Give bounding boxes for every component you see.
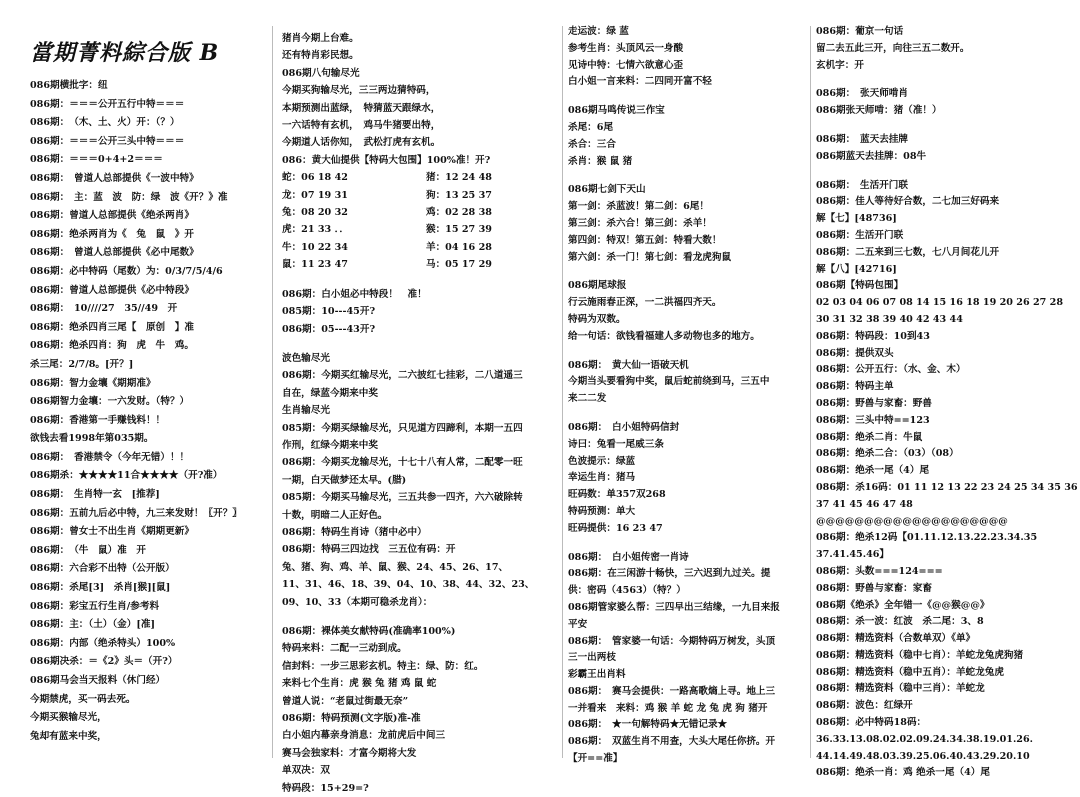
col2-section-c (282, 623, 560, 797)
text-line: 086期：绝杀四肖：狗 虎 牛 鸡。 (30, 340, 194, 352)
column-4 (816, 24, 1078, 779)
text-line: 行云施雨春正深，一二洪福四齐天。 (568, 297, 722, 309)
text-line: 086期：五前九后必中特，九三来发财！〖开？〗 (30, 507, 242, 519)
text-line: 一六话特有玄机， 鸡马牛猪要出特， (282, 120, 441, 132)
text-line: 086期：今期买龙输尽光，十七十八有人常，二配零一旺 (282, 457, 523, 469)
text-line: 幸运生肖：猪马 (568, 472, 636, 484)
text-line: 086期：必中特码18码： (816, 717, 927, 729)
col4-section-d (816, 178, 1078, 783)
text-line: 086期：绝杀一肖：鸡 绝杀一尾（4）尾 (816, 767, 990, 779)
text-line: 086期：彩宝五行生肖/参考料 (30, 600, 160, 612)
text-line: 见诗中特：七情六欲意心歪 (568, 59, 684, 71)
text-line: 本期预测出蓝绿， 特猜蓝天跟绿水， (282, 102, 441, 114)
text-line: 44.14.49.48.03.39.25.06.40.43.29.20.10 (816, 750, 1030, 762)
column-divider (562, 26, 563, 758)
text-line: 十数，明暗二人正好色。 (282, 509, 388, 521)
text-line: 09、10、33（本期可稳杀龙肖）： (282, 596, 433, 608)
text-line: 086期： （木、土、火）开：（？） (30, 117, 180, 129)
text-line: 第四剑：特双！第五剑：特看大数！ (568, 234, 722, 246)
text-line: 作刑，红绿今期来中奖 (282, 439, 378, 451)
text-line: 特码来料：二配一三动到成。 (282, 643, 407, 655)
text-line: 086期：内部（绝杀特头）100% (30, 637, 176, 649)
text-line: @@@@@@@@@@@@@@@@@@@@ (816, 515, 1008, 527)
text-line: 赛马会独家料：才富今期将大发 (282, 747, 417, 759)
text-line: 鸡：02 28 38 (426, 207, 492, 219)
text-line: 白小姐内幕亲身消息：龙前虎后中间三 (282, 730, 446, 742)
text-line: 第六剑：杀一门！第七剑：看龙虎狗鼠 (568, 251, 732, 263)
text-line: 086期： 蓝天去挂牌 (816, 133, 908, 145)
text-line: 杀三尾：2/7/8。[开？] (30, 358, 134, 370)
text-line: 虎：21 33 ．． (282, 224, 349, 236)
text-line: 白小姐一言来料：二四同开富不轻 (568, 76, 712, 88)
text-line: 085期：今期买绿输尽光，只见道方四蹄利，本期一五四 (282, 422, 523, 434)
text-line: 平安 (568, 618, 588, 630)
text-line: 猪肖今期上台难。 (282, 33, 359, 44)
text-line: 086期：精选资料（稳中五肖）：羊蛇龙兔虎 (816, 666, 1004, 678)
text-line: 086期：绝杀两肖为《 兔 鼠 》开 (30, 228, 194, 240)
text-line: 086期： 生活开门联 (816, 179, 908, 191)
text-line: 086期： 黄大仙一语破天机 (568, 359, 689, 371)
text-line: 086期：二五来到三七数，七八月间花儿开 (816, 246, 1000, 258)
text-line: 鼠：11 23 47 (282, 259, 348, 271)
text-line: 086期：生活开门联 (816, 229, 904, 241)
text-line: 来二二发 (568, 393, 607, 405)
col2-section-b (282, 350, 560, 611)
text-line: 086期张天师啃：猪（准！） (816, 105, 942, 117)
text-line: 杀合：三合 (568, 138, 616, 150)
text-line: 第一剑：杀蓝波！第二剑：6尾！ (568, 201, 709, 213)
text-line: 086期：公开五行：（水、金、木） (816, 364, 966, 376)
text-line: 086期： 10////27 35//49 开 (30, 303, 178, 315)
text-line: 086期：佳人等待好合数，二七加三好码来 (816, 196, 1000, 208)
text-line: 波色输尽光 (282, 352, 330, 364)
text-line: 086期：葡京一句话 (816, 26, 904, 37)
text-line: 086期蓝天去挂牌：08牛 (816, 150, 927, 162)
text-line: 086期： 白小姐传密一肖诗 (568, 551, 689, 563)
text-line: 留二去五此三开，向往三五二数开。 (816, 42, 970, 54)
col4-section-c (816, 132, 1074, 166)
text-line: 086期：智力金壤《期期准》 (30, 377, 156, 389)
column-divider (272, 26, 273, 758)
text-line: 【开==准】 (568, 753, 623, 765)
text-line: 牛：10 22 34 (282, 241, 348, 253)
text-line: 02 03 04 06 07 08 14 15 16 18 19 20 26 27 28 (816, 297, 1064, 309)
text-line: 086期：杀16码：01 11 12 13 22 23 24 25 34 35 36 (816, 481, 1078, 493)
text-line: 30 31 32 38 39 40 42 43 44 (816, 313, 963, 325)
text-line: 086期： （牛 鼠）准 开 (30, 544, 146, 556)
text-line: 信封料：一步三思彩玄机。特主：绿、防：红。 (282, 660, 484, 672)
text-line: 37.41.45.46】 (816, 549, 890, 561)
col1-lines (30, 77, 260, 746)
text-line: 086期：曾道人总部提供《绝杀两肖》 (30, 210, 194, 222)
text-line: 蛇：06 18 42 (282, 172, 348, 184)
column-1 (30, 36, 260, 761)
text-line: 086期：曾道人总部提供《必中特段》 (30, 284, 194, 296)
text-line: 086期： ★一句解特码★无错记录★ (568, 719, 728, 731)
text-line: 走运波：绿 蓝 (568, 26, 629, 37)
text-line: 086期尾球报 (568, 280, 627, 292)
text-line: 一并看来 来料：鸡 猴 羊 蛇 龙 兔 虎 狗 猪开 (568, 702, 768, 714)
text-line: 086期：主：（土）（金）[准] (30, 619, 156, 631)
column-3 (568, 24, 806, 765)
col3-section-f (568, 420, 806, 538)
col3-section-e (568, 358, 806, 408)
text-line: 第三剑：杀六合！第三剑：杀羊！ (568, 217, 712, 229)
text-line: 086期：＝＝＝0+4+2＝＝＝ (30, 154, 163, 166)
text-line: 086期： 白小姐特码信封 (568, 421, 680, 433)
text-line: 086期：三头中特==123 (816, 414, 930, 426)
text-line: 085期：今期买马输尽光，三五共参一四齐，六六破除转 (282, 492, 523, 504)
text-line: 086期横批字：纽 (30, 80, 108, 91)
text-line: 猴：15 27 39 (426, 224, 492, 236)
text-line: 086期：必中特码（尾数）为：0/3/7/5/4/6 (30, 265, 223, 277)
text-line: 086期决杀：＝《2》头＝（开?） (30, 656, 178, 668)
text-line: 解【八】[42716] (816, 263, 897, 275)
col2-section-a (282, 286, 560, 338)
text-line: 供：密码（4563）（特？） (568, 585, 686, 597)
text-line: 来料七个生肖：虎 猴 兔 猪 鸡 鼠 蛇 (282, 678, 437, 690)
text-line: 解【七】[48736] (816, 213, 897, 225)
text-line: 086期： 双蓝生肖不用查，大头大尾任你挤。开 (568, 736, 776, 748)
col4-section-a (816, 24, 1074, 74)
text-line: 086期：特码预测(文字版)准-准 (282, 713, 421, 725)
text-line: 086期： 生肖特一玄 [推荐] (30, 489, 160, 501)
text-line: 兔：08 20 32 (282, 207, 348, 219)
text-line: 特码为双数。 (568, 313, 626, 325)
text-line: 杀肖：猴 鼠 猪 (568, 155, 633, 167)
text-line: 杀尾：6尾 (568, 121, 614, 133)
text-line: 特码预测：单大 (568, 505, 636, 517)
text-line: 自在，绿蓝今期来中奖 (282, 387, 378, 399)
text-line: 086期：在三闲游十畅快，三六迟到九过关。提 (568, 568, 771, 580)
text-line: 还有特肖彩民想。 (282, 50, 359, 62)
text-line: 诗曰：兔看一尾威三条 (568, 438, 664, 450)
text-line: 37 41 45 46 47 48 (816, 498, 913, 510)
text-line: 今期当头要看狗中奖，鼠后蛇前绕到马，三五中 (568, 376, 770, 388)
text-line: 086期马鸣传说三作宝 (568, 105, 665, 117)
text-line: 一期，白天做梦还太早。(腊) (282, 474, 407, 486)
text-line: 086期马会当天报料（休门经） (30, 675, 166, 686)
text-line: 36.33.13.08.02.02.09.24.34.38.19.01.26. (816, 733, 1033, 745)
text-line: 086期：今期买红输尽光，二六披红七挂彩，二八道遥三 (282, 370, 523, 382)
col4-section-b (816, 86, 1074, 120)
text-line: 086期：精选资料（稳中三肖）：羊蛇龙 (816, 683, 985, 695)
text-line: 086期： 赛马会提供：一路高歌熵上寻。地上三 (568, 685, 776, 697)
text-line: 086期七剑下天山 (568, 184, 646, 196)
text-line: 生肖输尽光 (282, 405, 330, 417)
text-line: 086期： 香港禁令（今年无错）！！ (30, 451, 190, 463)
col2-top-lines (282, 30, 560, 169)
text-line: 086期：波色：红绿开 (816, 700, 913, 712)
text-line: 色波提示：绿蓝 (568, 455, 636, 467)
text-line: 086期： 主：蓝 波 防：绿 波《开？》准 (30, 191, 228, 203)
text-line: 086期：精选资料（稳中七肖）：羊蛇龙兔虎狗猪 (816, 649, 1024, 661)
text-line: 086期：野兽与家畜：野兽 (816, 397, 932, 409)
col3-section-d (568, 278, 806, 345)
text-line: 086期：绝杀二肖：牛鼠 (816, 431, 923, 443)
text-line: 旺码提供：16 23 47 (568, 522, 663, 534)
text-line: 086期：头数===124=== (816, 565, 943, 577)
text-line: 参考生肖：头顶风云一身酸 (568, 42, 684, 54)
text-line: 今期买猴输尽光， (30, 712, 107, 724)
text-line: 086期智力金壤：一六发财。（特？） (30, 396, 190, 408)
text-line: 特码段：15+29=? (282, 782, 369, 794)
text-line: 086期杀：★★★★11合★★★★（开?准） (30, 470, 223, 482)
text-line: 086期：特码生肖诗（猪中必中） (282, 526, 427, 538)
text-line: 086期：香港第一手赚钱料！！ (30, 414, 166, 426)
text-line: 086期：05---43开? (282, 323, 376, 335)
text-line: 龙：07 19 31 (282, 189, 348, 201)
text-line: 086期：曾女士不出生肖《期期更新》 (30, 526, 194, 538)
text-line: 玄机字：开 (816, 59, 864, 71)
text-line: 086期：特码三四边找 三五位有码：开 (282, 544, 456, 556)
text-line: 086期： 张天师啃肖 (816, 88, 908, 100)
text-line: 三一出两枝 (568, 652, 616, 664)
text-line: 086期：特码段：10到43 (816, 330, 930, 342)
text-line: 086期【特码包围】 (816, 280, 904, 292)
text-line: 086期：白小姐必中特段！ 准！ (282, 288, 427, 300)
column-divider (810, 26, 811, 758)
col3-section-a (568, 24, 806, 91)
text-line: 086期：裸体美女献特码(准确率100%) (282, 626, 456, 637)
text-line: 086期：野兽与家畜：家畜 (816, 582, 932, 594)
text-line: 086期：＝＝＝公开三头中特＝＝＝ (30, 135, 185, 147)
text-line: 085期：10---45开? (282, 306, 376, 318)
text-line: 086期：六合彩不出特（公开版） (30, 563, 175, 575)
text-line: 086期： 曾道人总部提供《必中尾数》 (30, 247, 199, 259)
text-line: 彩霸王出肖料 (568, 669, 626, 681)
text-line: 给一句话：欲钱看福建人多动物也多的地方。 (568, 330, 760, 342)
text-line: 086期：提供双头 (816, 347, 894, 359)
text-line: 086期：绝杀二合：（03）（08） (816, 448, 959, 460)
text-line: 086期：杀一波：红波 杀二尾：3、8 (816, 616, 984, 628)
text-line: 086期管家婆么帮：三四早出三结缘，一九目来报 (568, 601, 780, 613)
zodiac-number-grid (282, 169, 560, 273)
text-line: 今期买狗输尽光，三三两边猜特码， (282, 85, 436, 97)
text-line: 兔却有蓝来中奖， (30, 730, 107, 742)
text-line: 086期：绝杀12码【01.11.12.13.22.23.34.35 (816, 532, 1038, 544)
text-line: 086期： 管家婆一句话：今期特码万树发，头顶 (568, 635, 776, 647)
text-line: 086期：绝杀一尾（4）尾 (816, 465, 930, 477)
text-line: 086：黄大仙提供【特码大包围】100%准！开? (282, 154, 491, 166)
column-2 (282, 30, 560, 794)
text-line: 狗：13 25 37 (426, 189, 492, 201)
text-line: 086期：精选资料（合数单双）《单》 (816, 633, 976, 645)
text-line: 曾道人说：“老鼠过街最无奈” (282, 695, 409, 707)
page-title: 當期菁料綜合版 B (30, 40, 220, 66)
text-line: 086期八句输尽光 (282, 67, 360, 79)
text-line: 086期：＝＝＝公开五行中特＝＝＝ (30, 98, 185, 110)
col3-section-b (568, 103, 806, 170)
col3-section-g (568, 550, 806, 768)
text-line: 猪：12 24 48 (426, 172, 492, 184)
text-line: 086期：杀尾[3] 杀肖[猴][鼠] (30, 582, 171, 594)
text-line: 086期：特码主单 (816, 381, 894, 393)
text-line: 欲钱去看1998年第035期。 (30, 433, 154, 445)
text-line: 086期： 曾道人总部提供《一波中特》 (30, 172, 199, 184)
text-line: 马：05 17 29 (426, 259, 492, 271)
text-line: 今期禁虎，买一码去死。 (30, 693, 136, 705)
text-line: 旺码数：单357双268 (568, 489, 666, 501)
text-line: 兔、猪、狗、鸡、羊、鼠、猴、24、45、26、17、 (282, 561, 509, 573)
text-line: 086期《绝杀》全年错一《@@猴@@》 (816, 599, 990, 611)
text-line: 086期：绝杀四肖三尾【 原创 】准 (30, 321, 194, 333)
text-line: 单双决：双 (282, 765, 330, 777)
text-line: 今期道人话你知， 武松打虎有玄机。 (282, 137, 441, 149)
text-line: 11、31、46、18、39、04、10、38、44、32、23、 (282, 579, 535, 591)
col3-section-c (568, 182, 806, 266)
text-line: 羊：04 16 28 (426, 241, 492, 253)
